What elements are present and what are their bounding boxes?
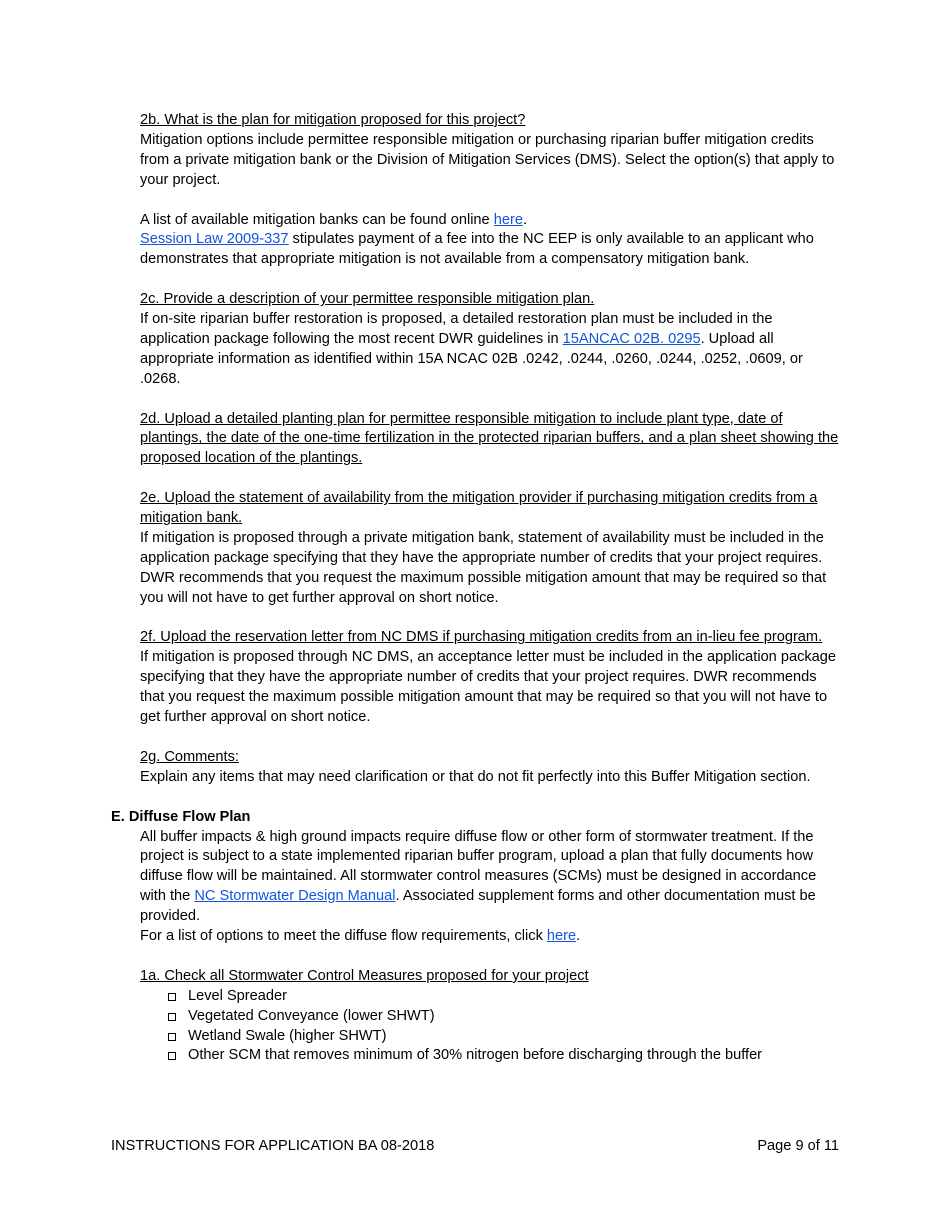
section-1a [140,967,840,987]
section-2c [140,290,840,390]
options-end: . [576,928,581,945]
section-2g [140,748,840,788]
body-2c-end: . Upload all appropriate information as identified within 15A NCAC 02B .0242, .0244, .0260, .0244, .0252, .0609, or .0268. [140,330,803,387]
body-2c-start: If on-site riparian buffer restoration is proposed, a detailed restoration plan must be included in the application package following the most recent DWR guidelines in [140,311,773,347]
body-2f: If mitigation is proposed through NC DMS, an acceptance letter must be included in the application package specifying that they have the appropriate number of credits that your project requires. DWR recommends that you request the maximum possible mitigation amount that may be required so that you will not have to get further approval on short notice. [140,649,837,726]
body-2g: Explain any items that may need clarification or that do not fit perfectly into this Buffer Mitigation section. [140,768,811,785]
heading-2b: 2b. What is the plan for mitigation proposed for this project? [140,112,526,128]
checkbox-icon[interactable] [168,1033,176,1041]
checkbox-icon[interactable] [168,1013,176,1021]
session-law-text: stipulates payment of a fee into the NC EEP is only available to an applicant who demonstrates that appropriate mitigation is not available from a compensatory mitigation bank. [140,231,814,268]
mitigation-banks-paragraph [140,211,840,271]
checkbox-icon[interactable] [168,993,176,1001]
scm-checklist [140,987,840,1067]
document-body [111,111,840,1066]
rule-0295-link[interactable]: 15ANCAC 02B. 0295 [562,330,701,347]
diffuse-flow-options-link[interactable]: here [546,928,577,945]
footer-title: INSTRUCTIONS FOR APPLICATION BA 08-2018 [111,1138,435,1154]
section-2b [140,111,840,191]
body-e-start: All buffer impacts & high ground impacts require diffuse flow or other form of stormwater treatment. If the project is subject to a state implemented riparian buffer program, upload a plan that fully documents how diffuse flow will be maintained. All stormwater control measures (SCMs) must be designed in accordance with the [140,828,817,905]
section-2d [140,410,840,470]
banks-end: . [522,211,528,228]
heading-2f: 2f. Upload the reservation letter from NC DMS if purchasing mitigation credits from an in-lieu fee program. [140,629,823,646]
heading-2d: 2d. Upload a detailed planting plan for permittee responsible mitigation to include plant type, date of plantings, the date of the one-time fertilization in the protected riparian buffers, and a plan sheet showing the proposed location of the plantings. [140,410,839,467]
checkbox-icon[interactable] [168,1052,176,1060]
heading-2g: 2g. Comments: [140,748,239,765]
scm-option[interactable] [168,1027,840,1047]
mitigation-banks-link[interactable]: here [493,211,523,228]
banks-text: A list of available mitigation banks can be found online [140,211,494,228]
section-2f [140,628,840,728]
scm-option-label: Wetland Swale (higher SHWT) [188,1027,387,1044]
page-footer [111,1137,839,1157]
section-e-body [140,828,840,947]
body-e-end: . Associated supplement forms and other documentation must be provided. [140,888,816,925]
heading-2c: 2c. Provide a description of your permittee responsible mitigation plan. [140,291,595,308]
heading-2e: 2e. Upload the statement of availability from the mitigation provider if purchasing mitigation credits from a mitigation bank. [140,490,818,527]
scm-option[interactable] [168,987,840,1007]
section-e-heading: E. Diffuse Flow Plan [111,808,251,825]
scm-option-label: Other SCM that removes minimum of 30% nitrogen before discharging through the buffer [188,1047,763,1064]
body-2b: Mitigation options include permittee responsible mitigation or purchasing riparian buffer mitigation credits from a private mitigation bank or the Division of Mitigation Services (DMS). Select the option(s) that apply to your project. [140,131,835,188]
section-2e [140,489,840,608]
page-number: Page 9 of 11 [757,1138,839,1154]
stormwater-manual-link[interactable]: NC Stormwater Design Manual [194,888,396,905]
scm-option[interactable] [168,1046,840,1066]
scm-option-label: Level Spreader [188,987,287,1004]
session-law-link[interactable]: Session Law 2009-337 [140,231,289,248]
scm-option-label: Vegetated Conveyance (lower SHWT) [188,1007,435,1024]
options-text: For a list of options to meet the diffuse flow requirements, click [140,928,547,945]
body-2e: If mitigation is proposed through a private mitigation bank, statement of availability must be included in the application package specifying that they have the appropriate number of credits that your project requires. DWR recommends that you request the maximum possible mitigation amount that may be required so that you will not have to get further approval on short notice. [140,529,827,606]
scm-option[interactable] [168,1007,840,1027]
heading-1a: 1a. Check all Stormwater Control Measures proposed for your project [140,967,589,984]
